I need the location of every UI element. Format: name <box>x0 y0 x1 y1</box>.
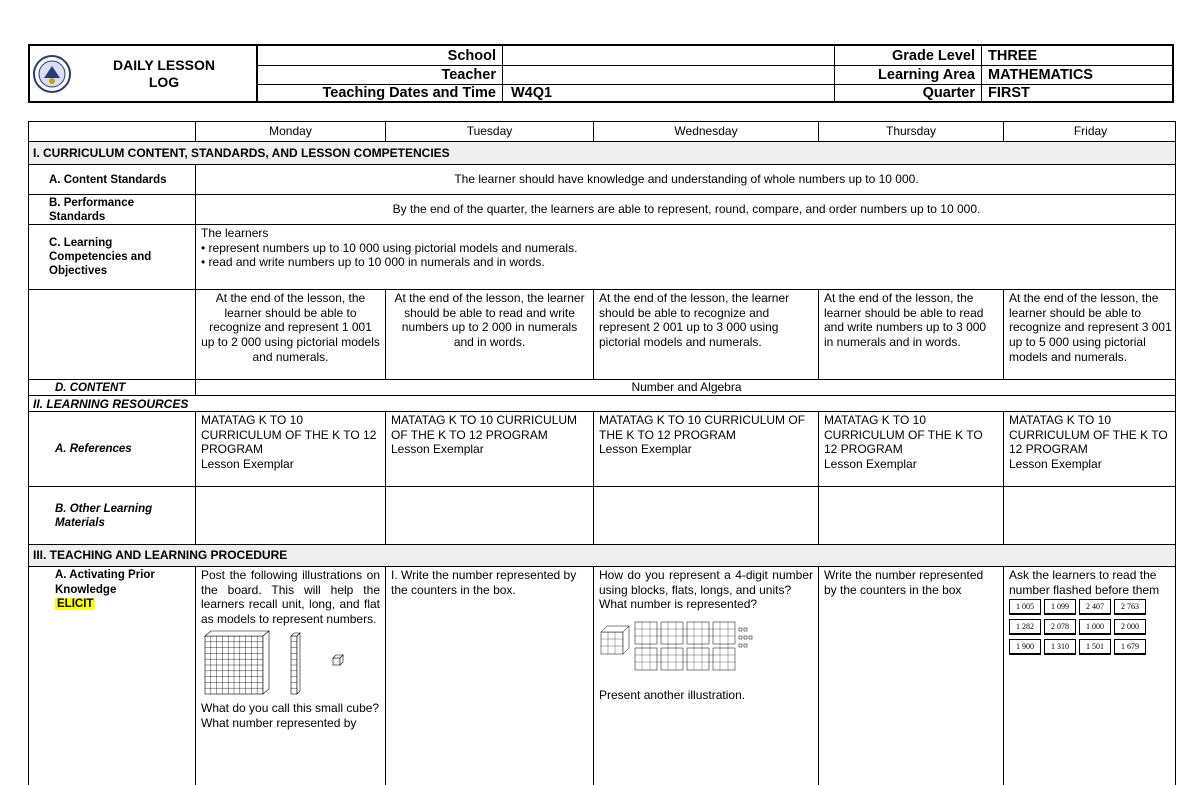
header-info-grid <box>256 46 1172 101</box>
competencies-text <box>196 225 1176 290</box>
references-wednesday-curriculum: MATATAG K TO 10 CURRICULUM OF THE K TO 12 PROGRAM <box>599 413 806 442</box>
flash-number-grid <box>1009 599 1172 655</box>
lesson-log-table <box>28 121 1176 785</box>
activating-friday-text: Ask the learners to read the number flashed before them <box>1009 568 1160 597</box>
day-header-tuesday: Tuesday <box>386 122 594 142</box>
flash-number-card: 1 005 <box>1009 599 1041 615</box>
references-wednesday-exemplar: Lesson Exemplar <box>599 442 692 457</box>
other-materials-label: B. Other Learning Materials <box>29 487 196 545</box>
other-materials-friday <box>1004 487 1176 545</box>
competencies-label: C. Learning Competencies and Objectives <box>29 225 196 290</box>
objectives-label-cell <box>29 290 196 380</box>
activating-monday-question-1: What do you call this small cube? <box>201 700 380 715</box>
school-label: School <box>447 47 496 64</box>
day-header-thursday: Thursday <box>819 122 1004 142</box>
flash-number-card: 1 099 <box>1044 599 1076 615</box>
references-friday-curriculum: MATATAG K TO 10 CURRICULUM OF THE K TO 12 PROGRAM <box>1009 413 1168 457</box>
thousands-blocks-illustration <box>599 618 759 678</box>
flash-number-card: 1 501 <box>1079 639 1111 655</box>
activating-wednesday <box>594 567 819 785</box>
flash-number-card: 2 078 <box>1044 619 1076 635</box>
school-value <box>502 46 834 65</box>
teacher-value <box>502 66 834 84</box>
quarter-value: FIRST <box>981 85 1172 101</box>
objective-wednesday: At the end of the lesson, the learner should be able to recognize and represent 2 001 up to 3 000 using pictorial models and numerals. <box>594 290 819 380</box>
content-text: Number and Algebra <box>196 380 1176 396</box>
references-friday-exemplar: Lesson Exemplar <box>1009 457 1102 472</box>
references-tuesday-curriculum: MATATAG K TO 10 CURRICULUM OF THE K TO 12 PROGRAM <box>391 413 578 442</box>
other-materials-thursday <box>819 487 1004 545</box>
references-tuesday-exemplar: Lesson Exemplar <box>391 442 484 457</box>
content-standards-text: The learner should have knowledge and understanding of whole numbers up to 10 000. <box>196 165 1176 195</box>
activating-monday <box>196 567 386 785</box>
performance-standards-text: By the end of the quarter, the learners are able to represent, round, compare, and order numbers up to 10 000. <box>196 195 1176 225</box>
references-monday-curriculum: MATATAG K TO 10 CURRICULUM OF THE K TO 12 PROGRAM <box>201 413 377 457</box>
content-standards-label: A. Content Standards <box>29 165 196 195</box>
objective-monday: At the end of the lesson, the learner should be able to recognize and represent 1 001 up to 2 000 using pictorial models and numerals. <box>196 290 386 380</box>
activating-thursday: Write the number represented by the counters in the box <box>819 567 1004 785</box>
flash-number-card: 1 679 <box>1114 639 1146 655</box>
day-header-friday: Friday <box>1004 122 1176 142</box>
base-ten-blocks-illustration <box>201 630 371 700</box>
objective-tuesday: At the end of the lesson, the learner should be able to read and write numbers up to 2 000 in numerals and in words. <box>386 290 594 380</box>
learning-area-value: MATHEMATICS <box>981 66 1172 84</box>
flash-number-card: 2 000 <box>1114 619 1146 635</box>
performance-standards-label: B. Performance Standards <box>29 195 196 225</box>
other-materials-tuesday <box>386 487 594 545</box>
activating-label <box>29 567 196 785</box>
references-thursday <box>819 412 1004 487</box>
references-friday <box>1004 412 1176 487</box>
teaching-dates-label: Teaching Dates and Time <box>322 85 496 101</box>
flash-number-card: 1 000 <box>1079 619 1111 635</box>
activating-wednesday-text: How do you represent a 4-digit number using blocks, flats, longs, and units? <box>599 568 813 597</box>
flash-number-card: 1 310 <box>1044 639 1076 655</box>
activating-label-text: A. Activating Prior Knowledge <box>55 569 155 596</box>
day-header-wednesday: Wednesday <box>594 122 819 142</box>
references-wednesday <box>594 412 819 487</box>
references-monday-exemplar: Lesson Exemplar <box>201 457 294 472</box>
activating-tuesday: I. Write the number represented by the counters in the box. <box>386 567 594 785</box>
document-title: DAILY LESSON LOG <box>113 56 215 90</box>
corner-cell <box>29 122 196 142</box>
header-table <box>28 44 1174 103</box>
grade-level-value: THREE <box>981 46 1172 65</box>
flash-number-card: 1 282 <box>1009 619 1041 635</box>
section-curriculum-heading: I. CURRICULUM CONTENT, STANDARDS, AND LESSON COMPETENCIES <box>29 142 1176 165</box>
content-label: D. CONTENT <box>29 380 196 396</box>
flash-number-card: 2 407 <box>1079 599 1111 615</box>
grade-level-label: Grade Level <box>834 46 981 65</box>
activating-wednesday-present: Present another illustration. <box>599 688 746 703</box>
competencies-item-1: • represent numbers up to 10 000 using pictorial models and numerals. <box>201 240 578 255</box>
flash-number-card: 1 900 <box>1009 639 1041 655</box>
activating-monday-question-2: What number represented by <box>201 715 357 730</box>
quarter-label: Quarter <box>834 85 981 101</box>
references-thursday-exemplar: Lesson Exemplar <box>824 457 917 472</box>
references-label: A. References <box>29 412 196 487</box>
other-materials-monday <box>196 487 386 545</box>
objective-friday: At the end of the lesson, the learner should be able to recognize and represent 3 001 up to 5 000 using pictorial models and numerals. <box>1004 290 1176 380</box>
references-tuesday <box>386 412 594 487</box>
other-materials-wednesday <box>594 487 819 545</box>
teacher-label: Teacher <box>441 67 496 83</box>
activating-friday <box>1004 567 1176 785</box>
section-resources-heading: II. LEARNING RESOURCES <box>29 396 1176 412</box>
activating-monday-text: Post the following illustrations on the board. This will help the learners recall unit, long, and flat as models to represent numbers. <box>201 568 380 627</box>
objective-thursday: At the end of the lesson, the learner should be able to read and write numbers up to 3 000 in numerals and in words. <box>819 290 1004 380</box>
teaching-dates-value: W4Q1 <box>502 85 834 101</box>
references-monday <box>196 412 386 487</box>
elicit-tag: ELICIT <box>57 598 94 610</box>
deped-seal-logo <box>30 46 74 101</box>
learning-area-label: Learning Area <box>834 66 981 84</box>
competencies-item-2: • read and write numbers up to 10 000 in numerals and in words. <box>201 255 545 270</box>
flash-number-card: 2 763 <box>1114 599 1146 615</box>
day-header-monday: Monday <box>196 122 386 142</box>
competencies-intro: The learners <box>201 226 269 240</box>
section-procedure-heading: III. TEACHING AND LEARNING PROCEDURE <box>29 545 1176 567</box>
references-thursday-curriculum: MATATAG K TO 10 CURRICULUM OF THE K TO 12 PROGRAM <box>824 413 983 457</box>
activating-wednesday-question: What number is represented? <box>599 597 758 612</box>
